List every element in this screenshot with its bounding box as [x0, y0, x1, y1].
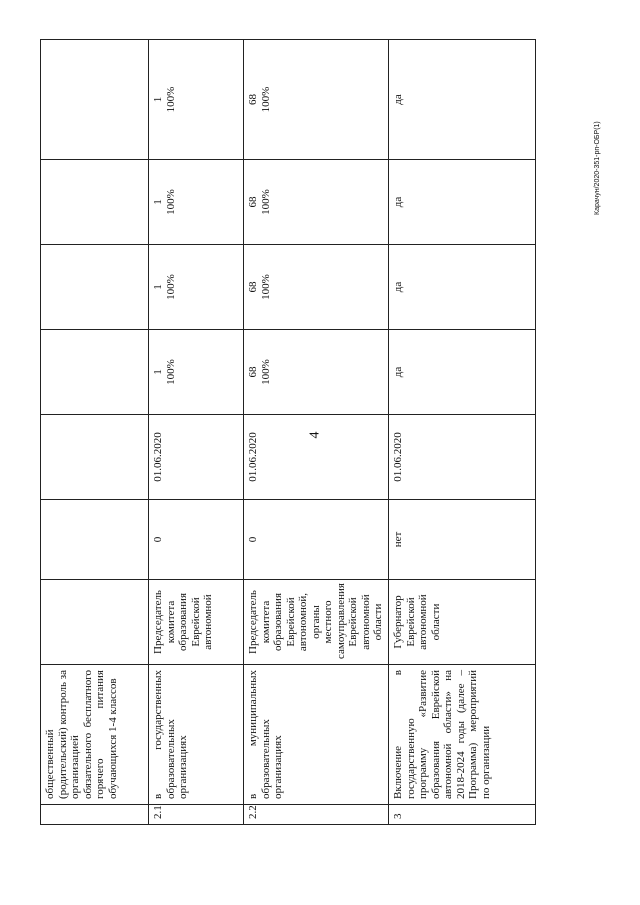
rotated-table-wrapper	[40, 40, 535, 825]
cell-v4: 1 100%	[149, 40, 244, 160]
cell-date: 01.06.2020	[244, 415, 389, 500]
cell-v3	[41, 160, 149, 245]
cell-v4: да	[389, 40, 536, 160]
cell-v3: 1 100%	[149, 160, 244, 245]
cell-name: в государственных образовательных организациях	[149, 665, 244, 805]
cell-v1	[41, 330, 149, 415]
cell-num: 3	[389, 805, 536, 825]
cell-num: 2.2	[244, 805, 389, 825]
cell-date: 01.06.2020	[149, 415, 244, 500]
cell-base: 0	[149, 500, 244, 580]
cell-name: общественный (родительский) контроль за организацией обязательного бесплатного горячего питания обучающихся 1-4 классов	[41, 665, 149, 805]
cell-v4	[41, 40, 149, 160]
cell-v2: да	[389, 245, 536, 330]
cell-num	[41, 805, 149, 825]
registry-stamp	[574, 45, 634, 280]
cell-v1: 68 100%	[244, 330, 389, 415]
cell-num: 2.1	[149, 805, 244, 825]
cell-responsible	[41, 580, 149, 665]
cell-v1: 1 100%	[149, 330, 244, 415]
table-row	[41, 40, 149, 825]
registry-stamp-text: Карачун/2020-351-рп-ОБР(1)	[594, 121, 601, 215]
cell-base	[41, 500, 149, 580]
cell-date: 01.06.2020	[389, 415, 536, 500]
cell-name: в муниципальных образовательных организациях	[244, 665, 389, 805]
cell-name: Включение в государственную программу «Развитие образования Еврейской автономной области» на 2018-2024 годы (далее – Программа) мероприятий по организации	[389, 665, 536, 805]
cell-v4: 68 100%	[244, 40, 389, 160]
cell-base: нет	[389, 500, 536, 580]
cell-v2	[41, 245, 149, 330]
cell-responsible: Председатель комитета образования Еврейской автономной, органы местного самоуправления Еврейской автономной области	[244, 580, 389, 665]
cell-date	[41, 415, 149, 500]
cell-responsible: Председатель комитета образования Еврейской автономной	[149, 580, 244, 665]
table-row	[389, 40, 536, 825]
cell-v2: 1 100%	[149, 245, 244, 330]
cell-v3: 68 100%	[244, 160, 389, 245]
cell-v1: да	[389, 330, 536, 415]
cell-base: 0	[244, 500, 389, 580]
plan-table	[40, 39, 536, 825]
table-row	[149, 40, 244, 825]
cell-v2: 68 100%	[244, 245, 389, 330]
page-number: 4	[307, 431, 323, 439]
cell-responsible: Губернатор Еврейской автономной области	[389, 580, 536, 665]
cell-v3: да	[389, 160, 536, 245]
